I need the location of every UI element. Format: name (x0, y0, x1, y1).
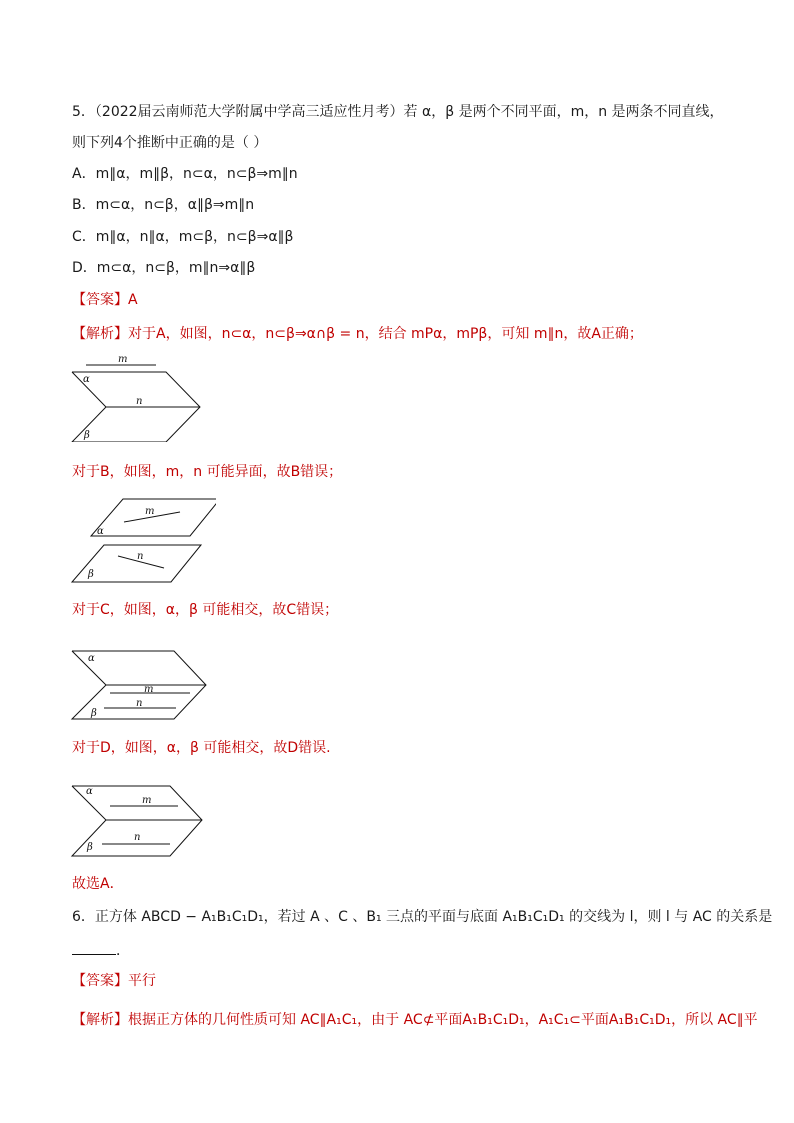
figure-b-label-alpha: α (97, 526, 104, 537)
figure-b (66, 494, 216, 584)
figure-b-label-m: m (145, 506, 155, 517)
q5-option-c: C．m∥α，n∥α，m⊂β，n⊂β⇒α∥β (72, 229, 294, 245)
q5-analysis-c: 对于C，如图，α，β 可能相交，故C错误； (72, 602, 339, 618)
analysis-a-text: 对于A，如图，n⊂α，n⊂β⇒α∩β = n，结合 mPα，mPβ，可知 m∥n，故A正确； (128, 326, 643, 342)
q6-analysis-tag: 【解析】 (72, 1012, 128, 1028)
figure-c-label-alpha: α (88, 653, 95, 664)
q5-option-d: D．m⊂α，n⊂β，m∥n⇒α∥β (72, 260, 256, 276)
figure-c-label-m: m (144, 684, 154, 695)
figure-a-label-alpha: α (83, 374, 90, 385)
q6-answer (72, 971, 156, 991)
answer-value: A (128, 292, 138, 308)
q6-analysis (72, 1010, 758, 1030)
q6-analysis-text: 根据正方体的几何性质可知 AC∥A₁C₁，由于 AC⊄平面A₁B₁C₁D₁，A₁C₁⊂平面A₁B₁C₁D₁，所以 AC∥平 (128, 1012, 758, 1028)
q6-stem-line2 (72, 940, 130, 961)
q5-analysis-d: 对于D，如图，α，β 可能相交，故D错误. (72, 740, 331, 756)
q5-stem-line1: 5．（2022届云南师范大学附属中学高三适应性月考）若 α，β 是两个不同平面，m，n 是两条不同直线， (72, 104, 724, 120)
q5-stem-line2: 则下列4个推断中正确的是（ ） (72, 135, 268, 151)
q5-option-a: A．m∥α，m∥β，n⊂α，n⊂β⇒m∥n (72, 166, 298, 182)
q6-stem-line1: 6．正方体 ABCD − A₁B₁C₁D₁，若过 A 、C 、B₁ 三点的平面与底面 A₁B₁C₁D₁ 的交线为 l，则 l 与 AC 的关系是 (72, 909, 773, 925)
figure-d-label-m: m (142, 795, 152, 806)
figure-a-label-beta: β (84, 430, 90, 441)
q6-answer-tag: 【答案】 (72, 973, 128, 989)
q5-analysis-a (72, 324, 643, 344)
figure-b-label-beta: β (88, 569, 94, 580)
figure-d-label-n: n (134, 832, 141, 843)
q6-answer-value: 平行 (128, 973, 156, 989)
q5-answer (72, 290, 138, 310)
figure-a (66, 352, 216, 442)
analysis-tag: 【解析】 (72, 326, 128, 342)
q5-option-b: B．m⊂α，n⊂β，α∥β⇒m∥n (72, 197, 255, 213)
answer-tag: 【答案】 (72, 292, 128, 308)
figure-d-label-alpha: α (86, 786, 93, 797)
q6-stem-line2-end: ． (116, 943, 130, 959)
q5-conclusion: 故选A． (72, 876, 124, 892)
figure-d (66, 782, 216, 862)
figure-d-label-beta: β (87, 842, 93, 853)
figure-c-label-n: n (136, 698, 143, 709)
figure-a-label-n: n (136, 396, 143, 407)
figure-c-label-beta: β (91, 708, 97, 719)
q5-analysis-b: 对于B，如图，m，n 可能异面，故B错误； (72, 464, 343, 480)
figure-b-label-n: n (137, 551, 144, 562)
q6-answer-blank (72, 940, 116, 955)
figure-a-label-m: m (118, 354, 128, 365)
figure-c (66, 645, 216, 725)
